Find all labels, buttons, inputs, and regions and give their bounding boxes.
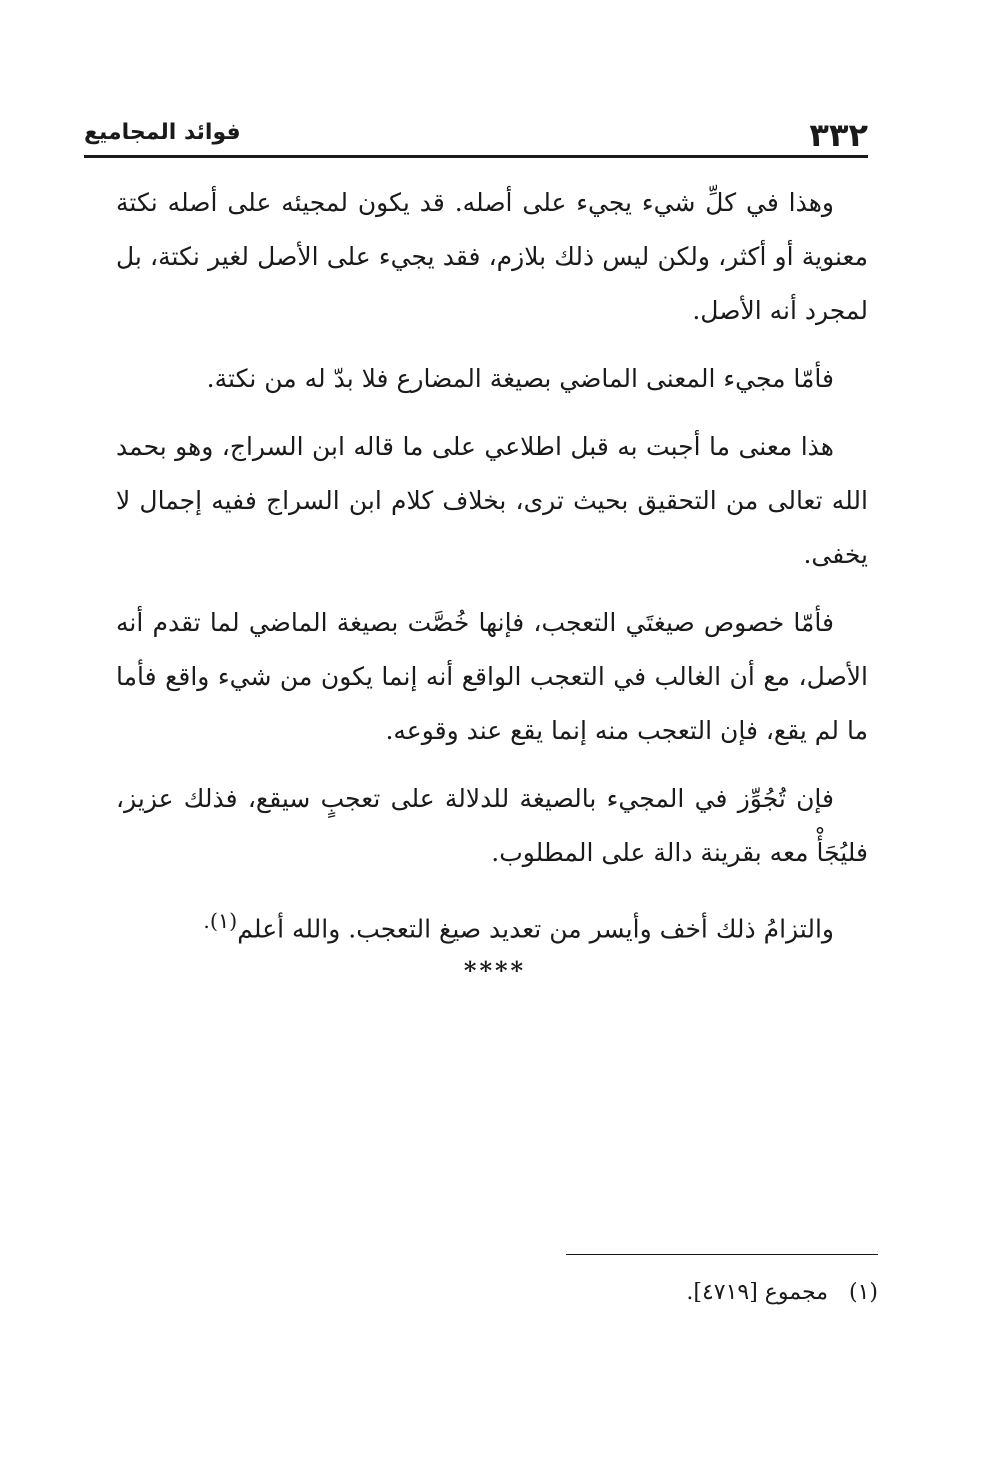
footnote-text: مجموع [٤٧١٩].	[686, 1280, 828, 1305]
page-header	[84, 110, 868, 154]
paragraph: فإن تُجُوِّز في المجيء بالصيغة للدلالة على تعجبٍ سيقع، فذلك عزيز، فليُجَأْ معه بقرينة دالة على المطلوب.	[116, 784, 868, 867]
body-text	[116, 176, 868, 970]
footnote-reference: (١).	[203, 909, 238, 933]
paragraph	[116, 894, 868, 956]
header-rule	[84, 155, 868, 158]
section-separator: ****	[463, 956, 527, 985]
paragraph: هذا معنى ما أجبت به قبل اطلاعي على ما قاله ابن السراج، وهو بحمد الله تعالى من التحقيق بحيث ترى، بخلاف كلام ابن السراج ففيه إجمال لا يخفى.	[116, 432, 868, 569]
footnote	[686, 1276, 878, 1310]
closing-sentence: والتزامُ ذلك أخف وأيسر من تعديد صيغ التعجب. والله أعلم	[237, 914, 834, 944]
paragraph: فأمّا مجيء المعنى الماضي بصيغة المضارع فلا بدّ له من نكتة.	[206, 364, 834, 393]
footnote-rule	[566, 1254, 878, 1255]
paragraph: فأمّا خصوص صيغتَي التعجب، فإنها خُصَّت بصيغة الماضي لما تقدم أنه الأصل، مع أن الغالب في التعجب الواقع أنه إنما يكون من شيء واقع فأما ما لم يقع، فإن التعجب منه إنما يقع عند وقوعه.	[116, 608, 868, 745]
paragraph: وهذا في كلِّ شيء يجيء على أصله. قد يكون لمجيئه على أصله نكتة معنوية أو أكثر، ولكن ليس ذلك بلازم، فقد يجيء على الأصل لغير نكتة، بل لمجرد أنه الأصل.	[116, 188, 868, 325]
running-title: فوائد المجاميع	[84, 120, 241, 145]
footnote-marker: (١)	[848, 1280, 878, 1305]
page-number: ٣٣٢	[809, 116, 868, 154]
